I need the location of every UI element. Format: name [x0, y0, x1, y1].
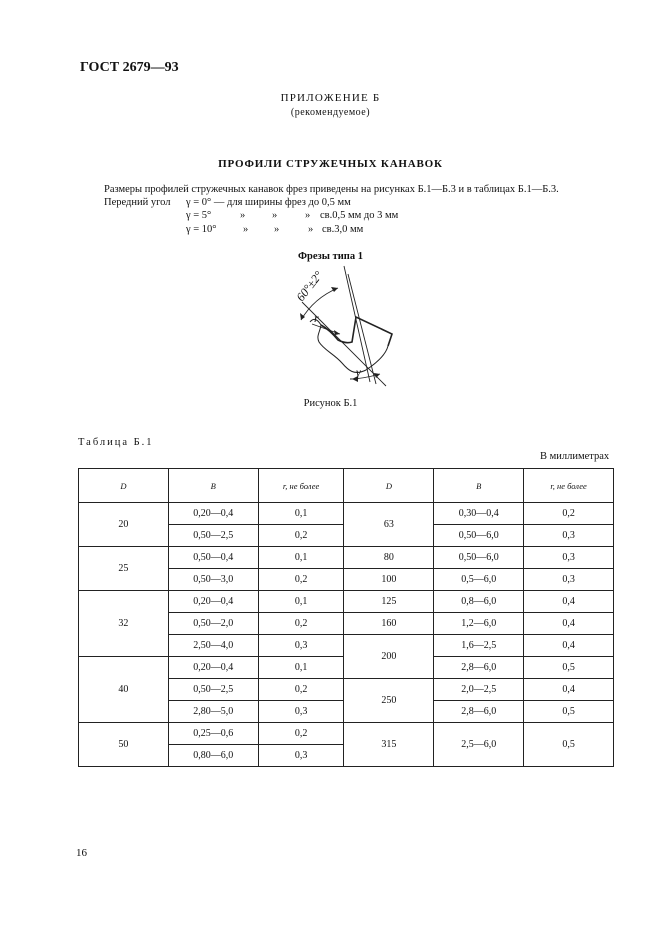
rake-row-2-ditto: »	[272, 210, 278, 221]
header-d: D	[79, 469, 169, 503]
cell-r: 0,3	[258, 745, 344, 767]
cell-b: 0,50—2,0	[168, 613, 258, 635]
cell-d: 100	[344, 569, 434, 591]
page-number: 16	[76, 847, 87, 859]
header-r: r, не более	[258, 469, 344, 503]
rake-row-3-ditto: »	[274, 224, 280, 235]
cell-r: 0,2	[258, 679, 344, 701]
cell-b: 1,2—6,0	[434, 613, 524, 635]
rake-row-3-gamma: γ = 10°	[186, 224, 217, 235]
cell-r: 0,1	[258, 503, 344, 525]
radial-line	[348, 274, 376, 384]
cell-b: 2,0—2,5	[434, 679, 524, 701]
cell-r: 0,3	[524, 569, 614, 591]
cell-d: 125	[344, 591, 434, 613]
rake-row-2-ditto: »	[305, 210, 311, 221]
cell-d: 25	[79, 547, 169, 591]
cell-b: 0,50—2,5	[168, 679, 258, 701]
cell-r: 0,4	[524, 613, 614, 635]
table-label: Таблица Б.1	[78, 437, 154, 448]
header-r: r, не более	[524, 469, 614, 503]
table-row	[79, 503, 614, 525]
cell-b: 0,50—3,0	[168, 569, 258, 591]
cell-d: 80	[344, 547, 434, 569]
cell-r: 0,2	[524, 503, 614, 525]
cell-b: 0,20—0,4	[168, 591, 258, 613]
rake-row-2-text: св.0,5 мм до 3 мм	[320, 210, 399, 221]
rake-row-3-ditto: »	[243, 224, 249, 235]
table-row	[79, 591, 614, 613]
document-code: ГОСТ 2679—93	[80, 60, 179, 75]
cell-d: 40	[79, 657, 169, 723]
dimensions-table	[78, 468, 614, 767]
cell-r: 0,3	[258, 635, 344, 657]
arrowhead	[300, 313, 305, 320]
cell-d: 250	[344, 679, 434, 723]
cutter-profile-figure	[290, 262, 410, 392]
cell-r: 0,5	[524, 701, 614, 723]
cell-b: 1,6—2,5	[434, 635, 524, 657]
rake-row-1: γ = 0° — для ширины фрез до 0,5 мм	[186, 197, 351, 208]
cell-r: 0,1	[258, 657, 344, 679]
cell-b: 2,8—6,0	[434, 657, 524, 679]
cell-d: 63	[344, 503, 434, 547]
appendix-title: ПРИЛОЖЕНИЕ Б	[280, 92, 381, 104]
cell-b: 2,5—6,0	[434, 723, 524, 767]
cell-b: 0,20—0,4	[168, 503, 258, 525]
cell-b: 2,8—6,0	[434, 701, 524, 723]
rake-row-3-text: св.3,0 мм	[322, 224, 364, 235]
cell-r: 0,5	[524, 723, 614, 767]
cell-b: 2,80—5,0	[168, 701, 258, 723]
cell-r: 0,3	[524, 525, 614, 547]
header-b: B	[434, 469, 524, 503]
cell-r: 0,2	[258, 613, 344, 635]
cell-b: 2,50—4,0	[168, 635, 258, 657]
rake-row-3-ditto: »	[308, 224, 314, 235]
cell-r: 0,5	[524, 657, 614, 679]
cell-b: 0,50—6,0	[434, 547, 524, 569]
header-d: D	[344, 469, 434, 503]
cell-r: 0,2	[258, 569, 344, 591]
cell-d: 20	[79, 503, 169, 547]
cell-d: 32	[79, 591, 169, 657]
cell-b: 0,25—0,6	[168, 723, 258, 745]
table-row	[79, 723, 614, 745]
cell-b: 0,50—2,5	[168, 525, 258, 547]
table-header-row	[79, 469, 614, 503]
rake-row-2-gamma: γ = 5°	[186, 210, 212, 221]
rake-row-2-ditto: »	[240, 210, 246, 221]
cell-b: 0,80—6,0	[168, 745, 258, 767]
section-title: ПРОФИЛИ СТРУЖЕЧНЫХ КАНАВОК	[218, 158, 443, 170]
figure-caption: Рисунок Б.1	[303, 398, 358, 409]
cell-r: 0,3	[258, 701, 344, 723]
cell-b: 0,30—0,4	[434, 503, 524, 525]
cell-b: 0,20—0,4	[168, 657, 258, 679]
rake-angle-label: Передний угол	[104, 197, 171, 208]
cell-r: 0,3	[524, 547, 614, 569]
cell-r: 0,1	[258, 591, 344, 613]
cell-r: 0,4	[524, 591, 614, 613]
cell-r: 0,2	[258, 525, 344, 547]
appendix-subtitle: (рекомендуемое)	[290, 107, 371, 118]
cell-d: 315	[344, 723, 434, 767]
table-units: В миллиметрах	[540, 451, 610, 462]
cell-r: 0,2	[258, 723, 344, 745]
radius-label: r	[314, 311, 319, 325]
cell-b: 0,50—0,4	[168, 547, 258, 569]
header-b: B	[168, 469, 258, 503]
cell-b: 0,50—6,0	[434, 525, 524, 547]
cell-d: 200	[344, 635, 434, 679]
cell-r: 0,4	[524, 679, 614, 701]
intro-paragraph: Размеры профилей стружечных канавок фрез приведены на рисунках Б.1—Б.3 и в таблицах Б.1—Б.3.	[104, 184, 559, 195]
angle-label: 60°±2°	[293, 268, 326, 304]
cell-r: 0,1	[258, 547, 344, 569]
gamma-label: γ	[356, 365, 361, 379]
arrowhead	[334, 330, 340, 335]
cell-d: 50	[79, 723, 169, 767]
cell-b: 0,5—6,0	[434, 569, 524, 591]
table-row	[79, 547, 614, 569]
cell-r: 0,4	[524, 635, 614, 657]
cell-d: 160	[344, 613, 434, 635]
cell-b: 0,8—6,0	[434, 591, 524, 613]
figure-heading: Фрезы типа 1	[298, 251, 363, 262]
